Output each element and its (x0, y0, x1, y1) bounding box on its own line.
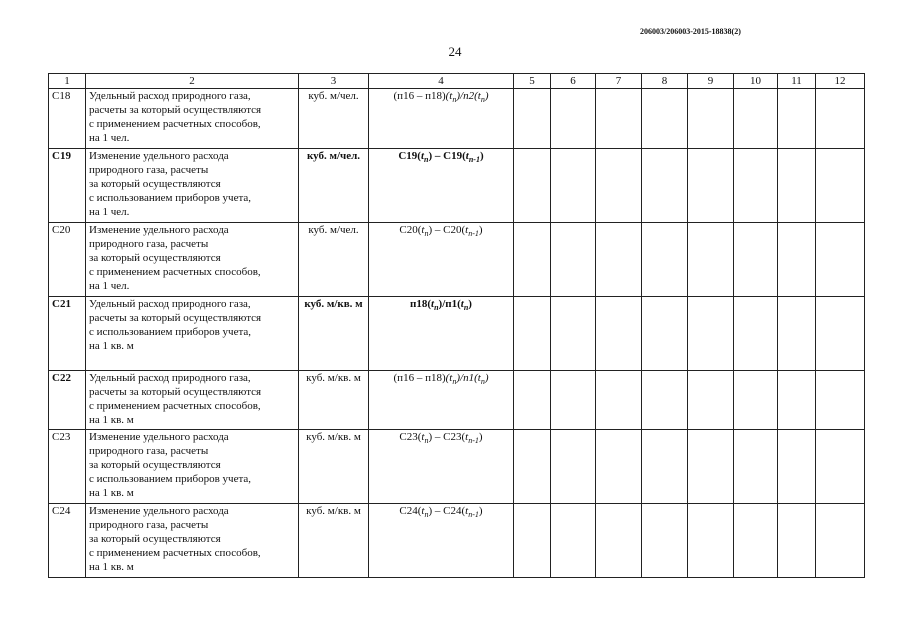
empty-cell (551, 149, 596, 223)
empty-cell (596, 430, 642, 504)
row-unit: куб. м/чел. (299, 149, 369, 223)
empty-cell (778, 430, 816, 504)
column-header: 10 (734, 74, 778, 89)
empty-cell (778, 504, 816, 578)
empty-cell (734, 149, 778, 223)
empty-cell (596, 297, 642, 371)
table-row (49, 371, 865, 430)
empty-cell (688, 89, 734, 149)
empty-cell (816, 297, 865, 371)
row-code: С20 (49, 223, 86, 297)
empty-cell (551, 223, 596, 297)
empty-cell (778, 223, 816, 297)
row-description: Удельный расход природного газа, расчеты за который осуществляются с применением расчетных способов, на 1 кв. м (86, 371, 299, 430)
empty-cell (642, 149, 688, 223)
column-number-row (49, 74, 865, 89)
table-row (49, 430, 865, 504)
column-header: 5 (514, 74, 551, 89)
empty-cell (642, 504, 688, 578)
empty-cell (514, 149, 551, 223)
row-code: С22 (49, 371, 86, 430)
empty-cell (816, 504, 865, 578)
empty-cell (551, 297, 596, 371)
empty-cell (688, 371, 734, 430)
empty-cell (688, 149, 734, 223)
table-row (49, 149, 865, 223)
empty-cell (514, 89, 551, 149)
document-id: 206003/206003-2015-18838(2) (640, 27, 741, 36)
empty-cell (734, 430, 778, 504)
empty-cell (551, 430, 596, 504)
empty-cell (551, 504, 596, 578)
empty-cell (596, 89, 642, 149)
indicator-table (48, 73, 865, 578)
empty-cell (688, 297, 734, 371)
row-code: С24 (49, 504, 86, 578)
row-formula: $С24(t_n) - С24(t_{n-1})$ (369, 504, 514, 578)
empty-cell (514, 504, 551, 578)
empty-cell (734, 371, 778, 430)
row-formula: $(п16 - п18)(t_n)/п1(t_n)$ (369, 371, 514, 430)
empty-cell (734, 297, 778, 371)
empty-cell (642, 89, 688, 149)
column-header: 3 (299, 74, 369, 89)
empty-cell (778, 297, 816, 371)
empty-cell (514, 430, 551, 504)
table-row (49, 89, 865, 149)
row-unit: куб. м/чел. (299, 89, 369, 149)
empty-cell (596, 504, 642, 578)
empty-cell (816, 371, 865, 430)
row-description: Изменение удельного расхода природного газа, расчеты за который осуществляются с применением расчетных способов, на 1 чел. (86, 223, 299, 297)
empty-cell (642, 297, 688, 371)
column-header: 8 (642, 74, 688, 89)
empty-cell (816, 223, 865, 297)
row-formula: $С23(t_n) - С23(t_{n-1})$ (369, 430, 514, 504)
empty-cell (642, 371, 688, 430)
empty-cell (734, 89, 778, 149)
row-code: С21 (49, 297, 86, 371)
empty-cell (816, 89, 865, 149)
column-header: 9 (688, 74, 734, 89)
row-code: С23 (49, 430, 86, 504)
column-header: 11 (778, 74, 816, 89)
empty-cell (642, 223, 688, 297)
empty-cell (551, 89, 596, 149)
row-unit: куб. м/чел. (299, 223, 369, 297)
row-code: С18 (49, 89, 86, 149)
table-row (49, 504, 865, 578)
empty-cell (778, 371, 816, 430)
empty-cell (514, 297, 551, 371)
empty-cell (734, 504, 778, 578)
page-number: 24 (448, 44, 462, 59)
empty-cell (734, 223, 778, 297)
row-description: Удельный расход природного газа, расчеты за который осуществляются с использованием приборов учета, на 1 кв. м (86, 297, 299, 371)
empty-cell (596, 223, 642, 297)
column-header: 6 (551, 74, 596, 89)
empty-cell (596, 371, 642, 430)
row-unit: куб. м/кв. м (299, 297, 369, 371)
row-description: Изменение удельного расхода природного газа, расчеты за который осуществляются с использованием приборов учета, на 1 кв. м (86, 430, 299, 504)
table-row (49, 297, 865, 371)
row-unit: куб. м/кв. м (299, 504, 369, 578)
empty-cell (688, 430, 734, 504)
empty-cell (688, 504, 734, 578)
empty-cell (778, 89, 816, 149)
row-formula: $С20(t_n) - С20(t_{n-1})$ (369, 223, 514, 297)
row-description: Изменение удельного расхода природного газа, расчеты за который осуществляются с применением расчетных способов, на 1 кв. м (86, 504, 299, 578)
empty-cell (816, 149, 865, 223)
column-header: 12 (816, 74, 865, 89)
empty-cell (514, 223, 551, 297)
empty-cell (642, 430, 688, 504)
row-unit: куб. м/кв. м (299, 430, 369, 504)
table-row (49, 223, 865, 297)
column-header: 1 (49, 74, 86, 89)
empty-cell (551, 371, 596, 430)
column-header: 2 (86, 74, 299, 89)
row-formula: $(п16 - п18)(t_n)/п2(t_n)$ (369, 89, 514, 149)
empty-cell (596, 149, 642, 223)
empty-cell (514, 371, 551, 430)
column-header: 7 (596, 74, 642, 89)
row-description: Изменение удельного расхода природного газа, расчеты за который осуществляются с использованием приборов учета, на 1 чел. (86, 149, 299, 223)
column-header: 4 (369, 74, 514, 89)
row-description: Удельный расход природного газа, расчеты за который осуществляются с применением расчетных способов, на 1 чел. (86, 89, 299, 149)
row-code: С19 (49, 149, 86, 223)
row-unit: куб. м/кв. м (299, 371, 369, 430)
empty-cell (688, 223, 734, 297)
row-formula: $п18(t_n)/п1(t_n)$ (369, 297, 514, 371)
row-formula: $С19(t_n) - С19(t_{n-1})$ (369, 149, 514, 223)
empty-cell (778, 149, 816, 223)
empty-cell (816, 430, 865, 504)
